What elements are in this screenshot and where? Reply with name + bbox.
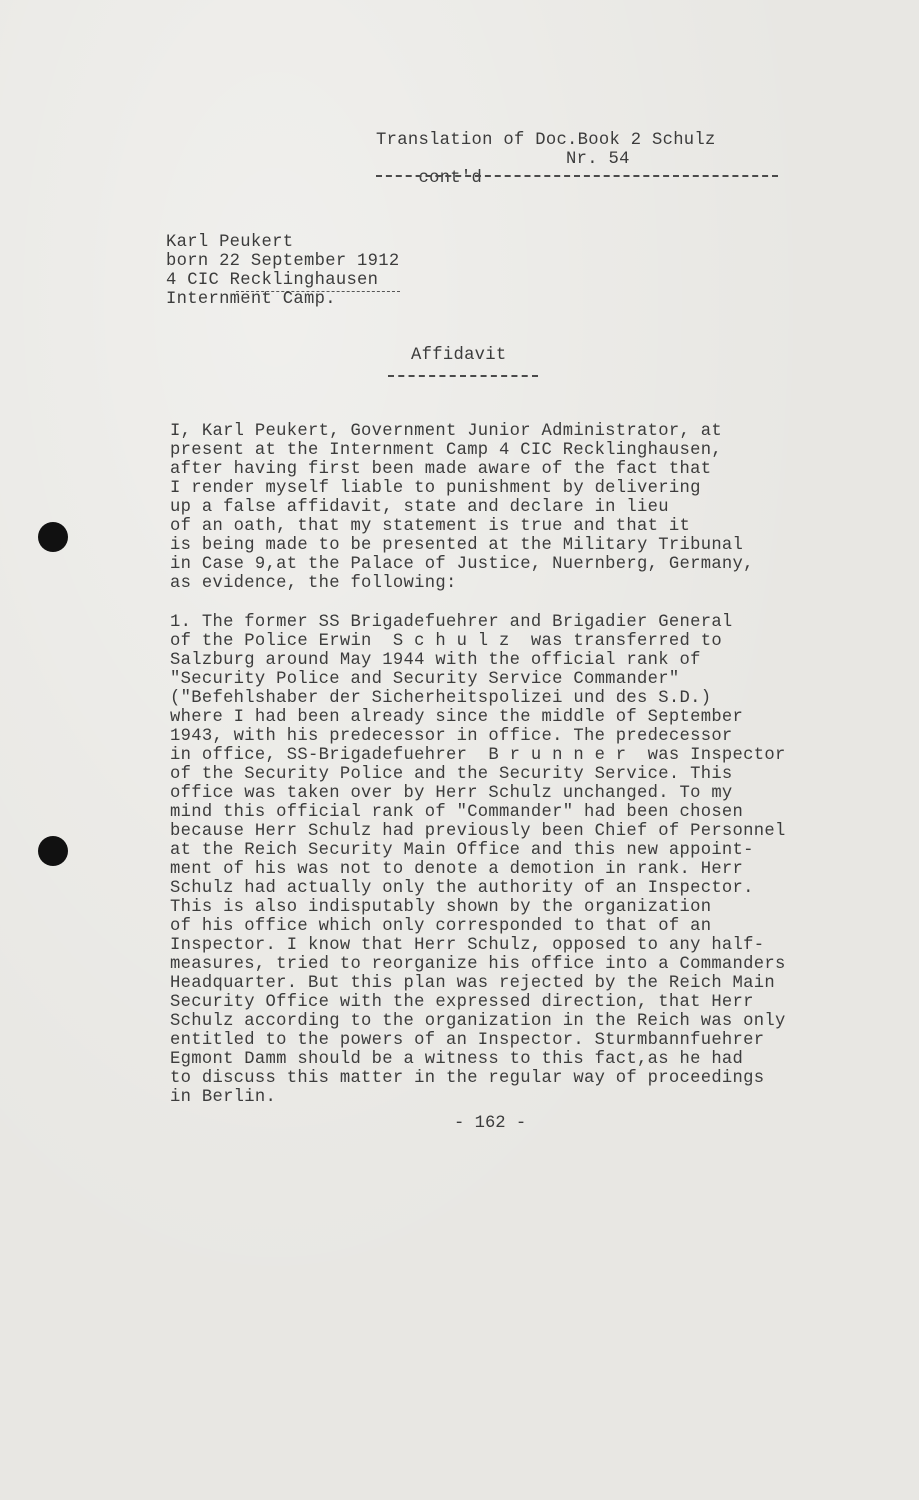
paragraph-line: office was taken over by Herr Schulz unchanged. To my bbox=[170, 784, 733, 803]
paragraph-line: in office, SS-Brigadefuehrer B r u n n e r was Inspector bbox=[170, 746, 786, 765]
addressee-name: Karl Peukert bbox=[166, 233, 294, 252]
intro-line: I render myself liable to punishment by delivering bbox=[170, 479, 701, 498]
paragraph-line: ("Befehlshaber der Sicherheitspolizei und des S.D.) bbox=[170, 689, 712, 708]
page-number: - 162 - bbox=[454, 1114, 527, 1133]
doc-header-number: Nr. 54 bbox=[566, 150, 630, 169]
paragraph-line: mind this official rank of "Commander" had been chosen bbox=[170, 803, 744, 822]
addressee-born: born 22 September 1912 bbox=[166, 252, 400, 271]
paragraph-line: in Berlin. bbox=[170, 1088, 277, 1107]
paragraph-line: 1943, with his predecessor in office. The predecessor bbox=[170, 727, 733, 746]
paragraph-line: entitled to the powers of an Inspector. Sturmbannfuehrer bbox=[170, 1031, 765, 1050]
intro-line: after having first been made aware of the fact that bbox=[170, 460, 712, 479]
paragraph-line: Headquarter. But this plan was rejected by the Reich Main bbox=[170, 974, 776, 993]
intro-line: present at the Internment Camp 4 CIC Recklinghausen, bbox=[170, 441, 722, 460]
doc-header-line2 bbox=[376, 150, 630, 226]
doc-header-line1: Translation of Doc.Book 2 Schulz bbox=[376, 131, 716, 150]
paragraph-line: where I had been already since the middle of September bbox=[170, 708, 744, 727]
paragraph-line: Salzburg around May 1944 with the official rank of bbox=[170, 651, 701, 670]
header-rule bbox=[376, 175, 778, 177]
paragraph-line: Schulz according to the organization in the Reich was only bbox=[170, 1012, 786, 1031]
doc-header-contd: cont'd bbox=[418, 169, 483, 188]
intro-line: in Case 9,at the Palace of Justice, Nuernberg, Germany, bbox=[170, 555, 754, 574]
addressee-camp-line1: 4 CIC Recklinghausen bbox=[166, 271, 379, 290]
paragraph-line: of the Police Erwin S c h u l z was transferred to bbox=[170, 632, 722, 651]
paragraph-line: measures, tried to reorganize his office into a Commanders bbox=[170, 955, 786, 974]
paragraph-line: 1. The former SS Brigadefuehrer and Brigadier General bbox=[170, 613, 733, 632]
paragraph-line: of the Security Police and the Security Service. This bbox=[170, 765, 733, 784]
intro-line: as evidence, the following: bbox=[170, 574, 457, 593]
paragraph-line: Inspector. I know that Herr Schulz, opposed to any half- bbox=[170, 936, 765, 955]
punch-hole bbox=[38, 522, 68, 552]
paragraph-line: Egmont Damm should be a witness to this fact,as he had bbox=[170, 1050, 744, 1069]
paragraph-line: to discuss this matter in the regular way of proceedings bbox=[170, 1069, 765, 1088]
paragraph-line: Security Office with the expressed direction, that Herr bbox=[170, 993, 754, 1012]
intro-line: I, Karl Peukert, Government Junior Administrator, at bbox=[170, 422, 722, 441]
paragraph-line: at the Reich Security Main Office and this new appoint- bbox=[170, 841, 754, 860]
paragraph-line: "Security Police and Security Service Commander" bbox=[170, 670, 680, 689]
paragraph-line: This is also indisputably shown by the organization bbox=[170, 898, 712, 917]
addressee-camp-line2: Internment Camp. bbox=[166, 290, 336, 309]
intro-line: of an oath, that my statement is true and that it bbox=[170, 517, 691, 536]
document-title: Affidavit bbox=[411, 346, 507, 365]
intro-line: is being made to be presented at the Military Tribunal bbox=[170, 536, 744, 555]
intro-line: up a false affidavit, state and declare in lieu bbox=[170, 498, 669, 517]
paragraph-line: of his office which only corresponded to that of an bbox=[170, 917, 712, 936]
paragraph-line: because Herr Schulz had previously been Chief of Personnel bbox=[170, 822, 786, 841]
punch-hole bbox=[38, 836, 68, 866]
title-rule bbox=[388, 375, 538, 377]
paragraph-line: ment of his was not to denote a demotion in rank. Herr bbox=[170, 860, 744, 879]
paragraph-line: Schulz had actually only the authority of an Inspector. bbox=[170, 879, 754, 898]
